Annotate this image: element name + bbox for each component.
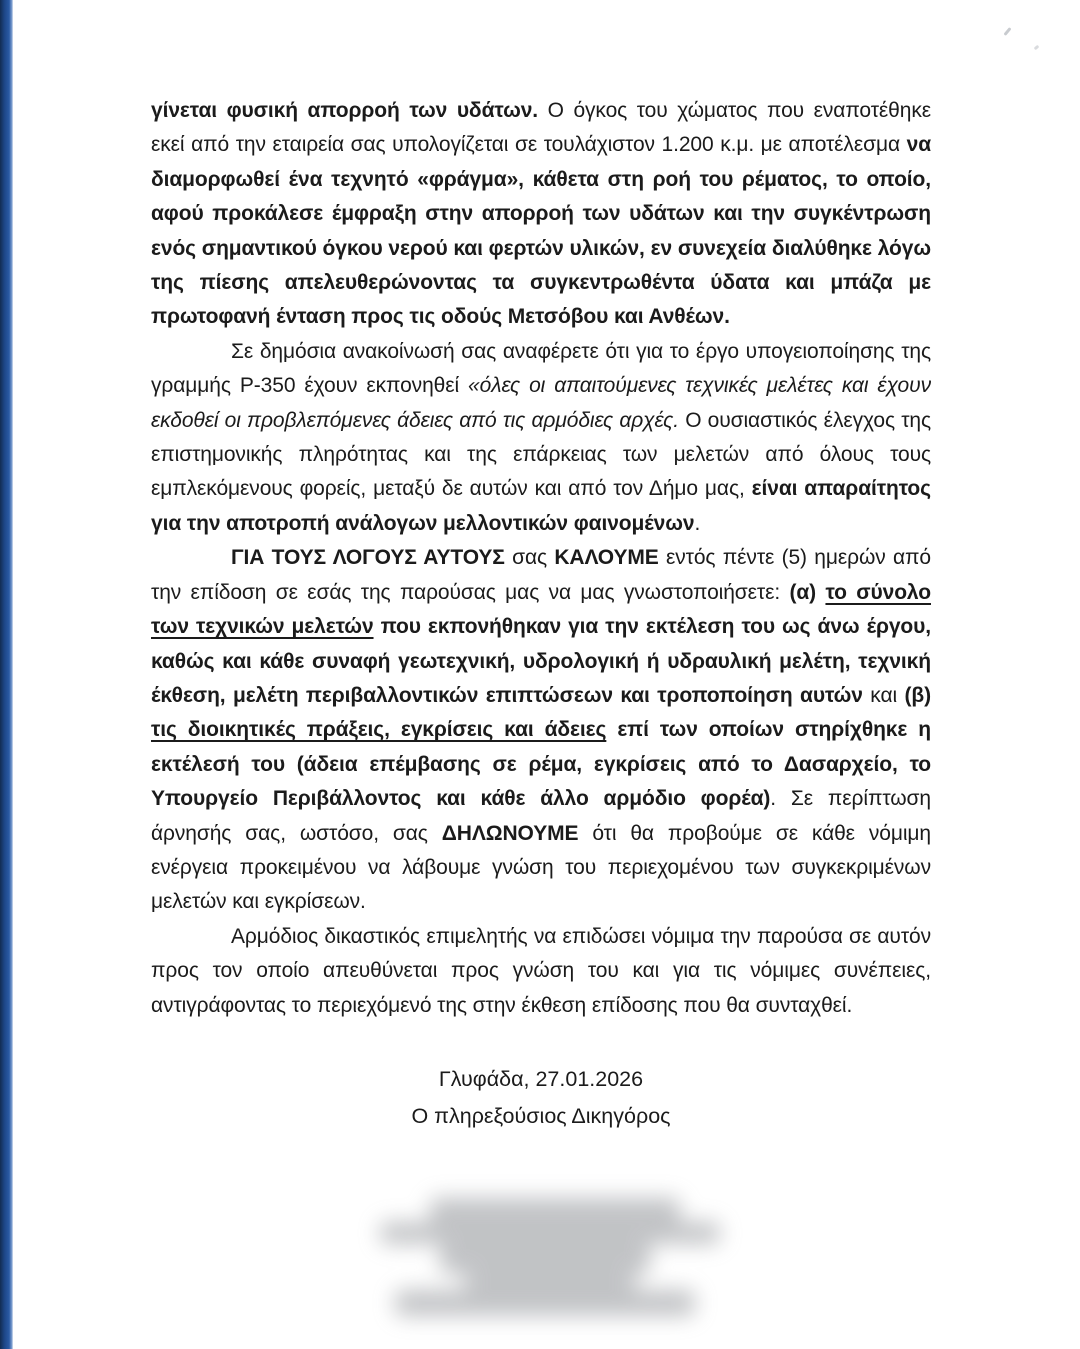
signatory-title-line: Ο πληρεξούσιος Δικηγόρος [411,1104,671,1128]
text-run: είναι απαραίτητος για την αποτροπή ανάλογων μελλοντικών φαινομένων [151,477,931,535]
text-run: ΚΑΛΟΥΜΕ [554,546,659,570]
text-run: που εκπονήθηκαν για την εκτέλεση του ως άνω έργου, καθώς και κάθε συναφή γεωτεχνική, υδρολογική ή υδραυλική μελέτη, τεχνική έκθεση, μελέτη περιβαλλοντικών επιπτώσεων και τροποποίηση αυτών [151,615,932,707]
text-run: σας [504,546,555,570]
text-run: ΔΗΛΩΝΟΥΜΕ [441,821,579,845]
text-run: Αρμόδιος δικαστικός επιμελητής να επιδώσει νόμιμα την παρούσα σε αυτόν προς τον οποίο απευθύνεται προς γνώση του και για τις νόμιμες συνέπειες, αντιγράφοντας το περιεχόμενό της στην έκθεση επίδοσης που θα συνταχθεί. [151,924,931,1017]
text-run: επί των οποίων στηρίχθηκε η εκτέλεσή του (άδεια επέμβασης σε ρέμα, εγκρίσεις από το Δασαρχείο, το Υπουργείο Περιβάλλοντος και κάθε άλλο αρμόδιο φορέα) [151,718,931,811]
text-run: εντός πέντε (5) ημερών από την επίδοση σε εσάς της παρούσας μας να μας γνωστοποιήσετε: [151,546,931,604]
body-paragraph-1 [151,94,931,335]
text-run: «όλες οι απαιτούμενες τεχνικές μελέτες και έχουν εκδοθεί οι προβλεπόμενες άδειες από τις αρμόδιες αρχές. [151,374,931,432]
body-paragraph-4 [151,920,931,1023]
scan-artifact [1034,45,1040,51]
text-run: . [694,511,701,535]
redacted-signature-blur [370,1180,740,1340]
scan-edge-bar [0,0,13,1349]
text-run: Ο όγκος του χώματος που εναποτέθηκε εκεί από την εταιρεία σας υπολογίζεται σε τουλάχιστον 1.200 κ.μ. με αποτέλεσμα [151,99,931,157]
body-paragraph-2 [151,335,931,541]
blur-stroke [430,1198,680,1224]
text-run: τις διοικητικές πράξεις, εγκρίσεις και άδειες [151,718,607,742]
text-run: και [862,683,905,707]
place-date-line: Γλυφάδα, 27.01.2026 [438,1067,644,1091]
blur-stroke [440,1240,650,1274]
blur-stroke [520,1210,534,1310]
letter-body [151,94,931,1023]
text-run: ότι θα προβούμε σε κάθε νόμιμη ενέργεια προκειμένου να λάβουμε γνώση του περιεχομένου των συγκεκριμένων μελετών και εγκρίσεων. [151,821,932,914]
closing-block [151,1061,931,1135]
text-run: (β) [904,683,931,707]
blur-stroke [395,1290,695,1316]
scan-artifact [1003,27,1011,36]
text-run: το σύνολο των τεχνικών μελετών [151,580,931,639]
text-run: ΓΙΑ ΤΟΥΣ ΛΟΓΟΥΣ ΑΥΤΟΥΣ [231,546,505,570]
text-run: γίνεται φυσική απορροή των υδάτων. [151,99,539,122]
text-run: να διαμορφωθεί ένα τεχνητό «φράγμα», κάθετα στη ροή του ρέματος, το οποίο, αφού προκάλεσε έμφραξη στην απορροή των υδάτων και την συγκέντρωση ενός σημαντικού όγκου νερού και φερτών υλικών, εν συνεχεία διαλύθηκε λόγω της πίεσης απελευθερώνοντας τα συγκεντρωθέντα ύδατα και μπάζα με πρωτοφανή ένταση προς τις οδούς Μετσόβου και Ανθέων. [151,133,931,329]
text-run: . Σε περίπτωση άρνησής σας, ωστόσο, σας [151,787,931,845]
body-paragraph-3 [151,541,931,919]
text-run: Ο ουσιαστικός έλεγχος της επιστημονικής πληρότητας και της επάρκειας των μελετών από όλους τους εμπλεκόμενους φορείς, μεταξύ δε αυτών και από τον Δήμο μας, [151,408,931,501]
text-run: Σε δημόσια ανακοίνωσή σας αναφέρετε ότι για το έργο υπογειοποίησης της γραμμής Ρ-350 έχουν εκπονηθεί [151,339,931,398]
text-run: (α) [789,580,826,604]
